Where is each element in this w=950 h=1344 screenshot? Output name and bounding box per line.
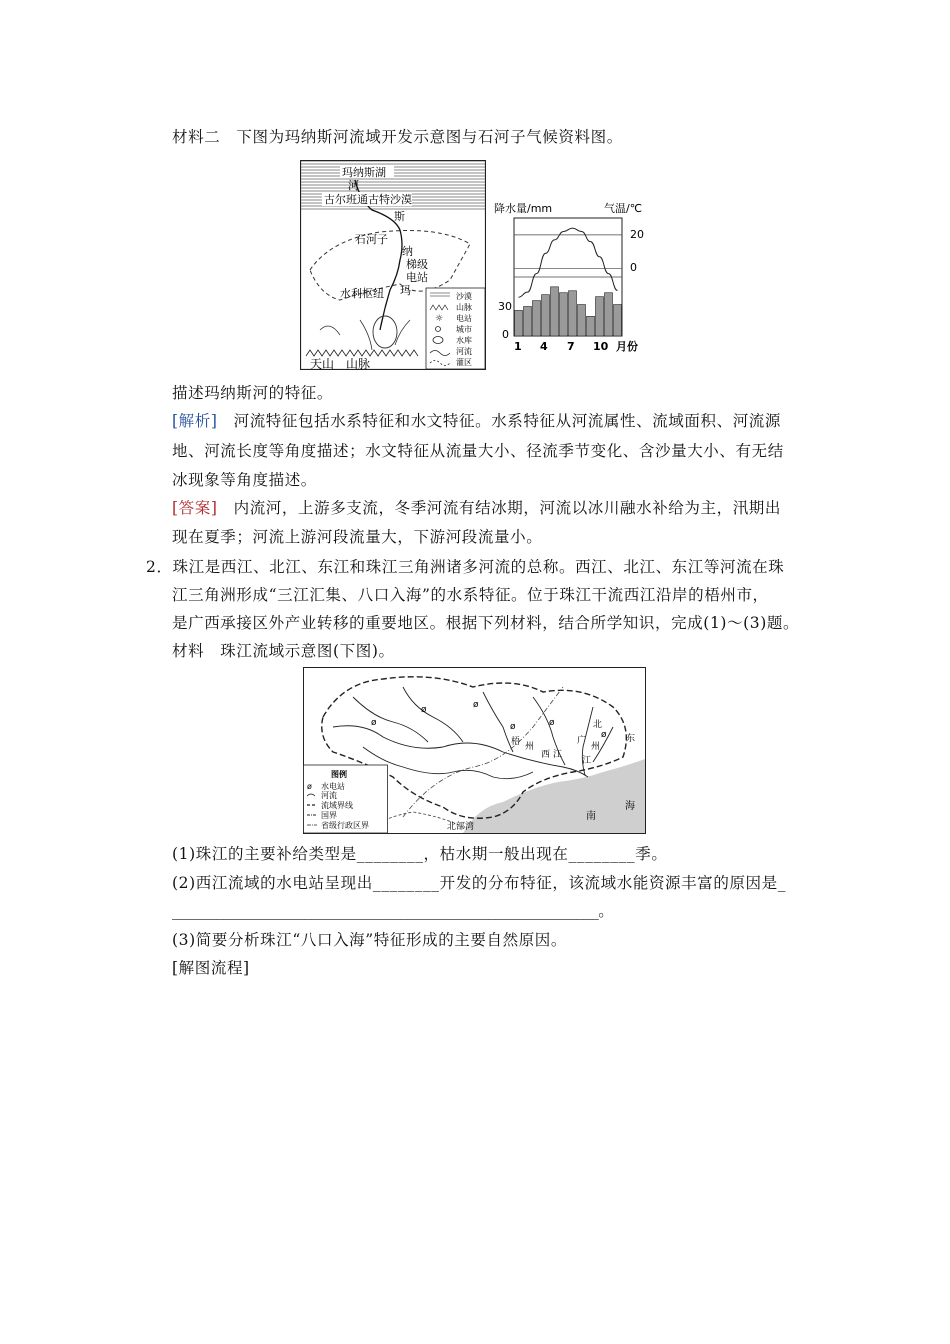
precip-bar-10 <box>596 297 604 336</box>
q2-line2: 江三角洲形成“三江汇集、八口入海”的水系特征。位于珠江干流西江沿岸的梧州市， <box>172 586 769 604</box>
svg-text:☼: ☼ <box>435 314 444 324</box>
label-ma: 玛 <box>400 284 411 297</box>
q2-line1 <box>146 556 784 578</box>
precip-bar-7 <box>569 291 577 336</box>
label-station2: 电站 <box>406 271 428 284</box>
precip-bar-6 <box>560 293 568 336</box>
label-river: 河 <box>348 179 359 192</box>
q1-answer-l1 <box>172 497 781 519</box>
analysis-tag: [解析] <box>172 412 218 430</box>
q2-text-1: 珠江是西江、北江、东江和珠江三角洲诸多河流的总称。西江、北江、东江等河流在珠 <box>172 558 785 576</box>
label-guang: 广 <box>577 736 587 746</box>
svg-text:ø: ø <box>549 718 555 728</box>
q1-analysis-l2: 地、河流长度等角度描述；水文特征从流量大小、径流季节变化、含沙量大小、有无结 <box>172 442 784 460</box>
left-tick-0: 0 <box>502 328 509 341</box>
precip-bar-11 <box>605 293 613 336</box>
q1-analysis-l1 <box>172 410 781 432</box>
label-zhou: 州 <box>591 742 601 752</box>
precip-bar-12 <box>614 305 622 336</box>
svg-text:ø: ø <box>473 700 479 710</box>
x-tick-7: 7 <box>567 340 575 353</box>
pearl-river-map <box>303 667 646 834</box>
legend-mountain: 山脉 <box>456 303 472 312</box>
climate-chart <box>494 198 654 358</box>
chart-left-label: 降水量/mm <box>494 202 553 215</box>
label-station1: 梯级 <box>406 258 428 271</box>
legend-city: 城市 <box>456 325 472 334</box>
precip-bar-8 <box>578 305 586 336</box>
label-lake: 玛纳斯湖 <box>342 166 386 179</box>
label-wuzhou-1: 梧 <box>511 737 521 747</box>
label-si: 斯 <box>394 210 405 223</box>
q1-answer-l2: 现在夏季；河流上游河段流量大，下游河段流量小。 <box>172 528 543 546</box>
temp-line <box>519 228 618 297</box>
precip-bar-3 <box>533 301 541 336</box>
label-beibu: 北部湾 <box>447 822 475 832</box>
manas-basin-map <box>300 160 486 370</box>
x-label: 月份 <box>616 340 638 353</box>
svg-text:ø: ø <box>601 730 607 740</box>
legend-river: 河流 <box>456 347 472 356</box>
precip-bar-1 <box>515 310 523 336</box>
legend2-river: 河流 <box>321 791 337 800</box>
label-mountain: 天山 山脉 <box>310 357 371 370</box>
label-xi: 西 <box>541 750 551 760</box>
legend-irrigation: 灌区 <box>456 358 472 367</box>
analysis-text-1: 河流特征包括水系特征和水文特征。水系特征从河流属性、流域面积、河流源 <box>233 412 782 430</box>
label-hai: 海 <box>625 801 635 812</box>
label-dong: 东 <box>626 734 636 744</box>
label-hub: 水利枢纽 <box>340 287 384 300</box>
q2-flow: [解图流程] <box>172 959 250 977</box>
label-nan: 南 <box>586 811 596 822</box>
q2-sub2-a: (2)西江流域的水电站呈现出________开发的分布特征，该流域水能资源丰富的原因是_ <box>172 874 787 892</box>
svg-text:ø: ø <box>307 782 312 791</box>
label-na: 纳 <box>402 245 413 258</box>
right-tick-20: 20 <box>630 228 644 241</box>
legend2-national: 国界 <box>321 811 337 820</box>
right-tick-0: 0 <box>630 261 637 274</box>
precip-bar-5 <box>551 287 559 336</box>
label-jiang2: 江 <box>582 756 592 766</box>
x-tick-10: 10 <box>593 340 609 353</box>
svg-text:ø: ø <box>371 718 377 728</box>
precip-bar-2 <box>524 307 532 337</box>
label-bei: 北 <box>593 720 603 730</box>
legend-station: 电站 <box>456 314 472 323</box>
precip-bars <box>515 287 622 336</box>
label-jiang1: 江 <box>553 750 563 760</box>
left-tick-30: 30 <box>498 300 512 313</box>
legend2-title: 图例 <box>331 770 347 779</box>
svg-text:ø: ø <box>421 705 427 715</box>
legend2-boundary: 流域界线 <box>321 801 353 810</box>
q2-number: 2． <box>146 558 173 576</box>
answer-tag: [答案] <box>172 499 218 517</box>
q1-ask: 描述玛纳斯河的特征。 <box>172 384 334 402</box>
answer-text-1: 内流河，上游多支流，冬季河流有结冰期，河流以冰川融水补给为主，汛期出 <box>233 499 782 517</box>
label-desert: 古尔班通古特沙漠 <box>324 193 412 206</box>
chart-right-label: 气温/℃ <box>604 202 643 215</box>
x-tick-4: 4 <box>540 340 548 353</box>
legend-desert: 沙漠 <box>456 292 472 301</box>
precip-bar-4 <box>542 295 550 336</box>
q2-sub1: (1)珠江的主要补给类型是________，枯水期一般出现在________季。 <box>172 845 668 863</box>
q2-sub2-b: __________________________________________________________。 <box>172 902 614 920</box>
label-wuzhou-2: 州 <box>525 742 535 752</box>
material-intro: 材料二 下图为玛纳斯河流域开发示意图与石河子气候资料图。 <box>172 128 623 146</box>
q2-material: 材料 珠江流域示意图(下图)。 <box>172 642 395 660</box>
svg-text:ø: ø <box>510 722 516 732</box>
q1-analysis-l3: 冰现象等角度描述。 <box>172 471 317 489</box>
precip-bar-9 <box>587 316 595 336</box>
q2-line3: 是广西承接区外产业转移的重要地区。根据下列材料，结合所学知识，完成(1)～(3)题。 <box>172 614 800 632</box>
legend2-province: 省级行政区界 <box>321 821 369 830</box>
label-city: 石河子 <box>355 233 388 246</box>
legend-reservoir: 水库 <box>456 336 472 345</box>
q2-sub3: (3)简要分析珠江“八口入海”特征形成的主要自然原因。 <box>172 931 568 949</box>
legend2-station: 水电站 <box>321 782 345 791</box>
x-tick-1: 1 <box>514 340 522 353</box>
